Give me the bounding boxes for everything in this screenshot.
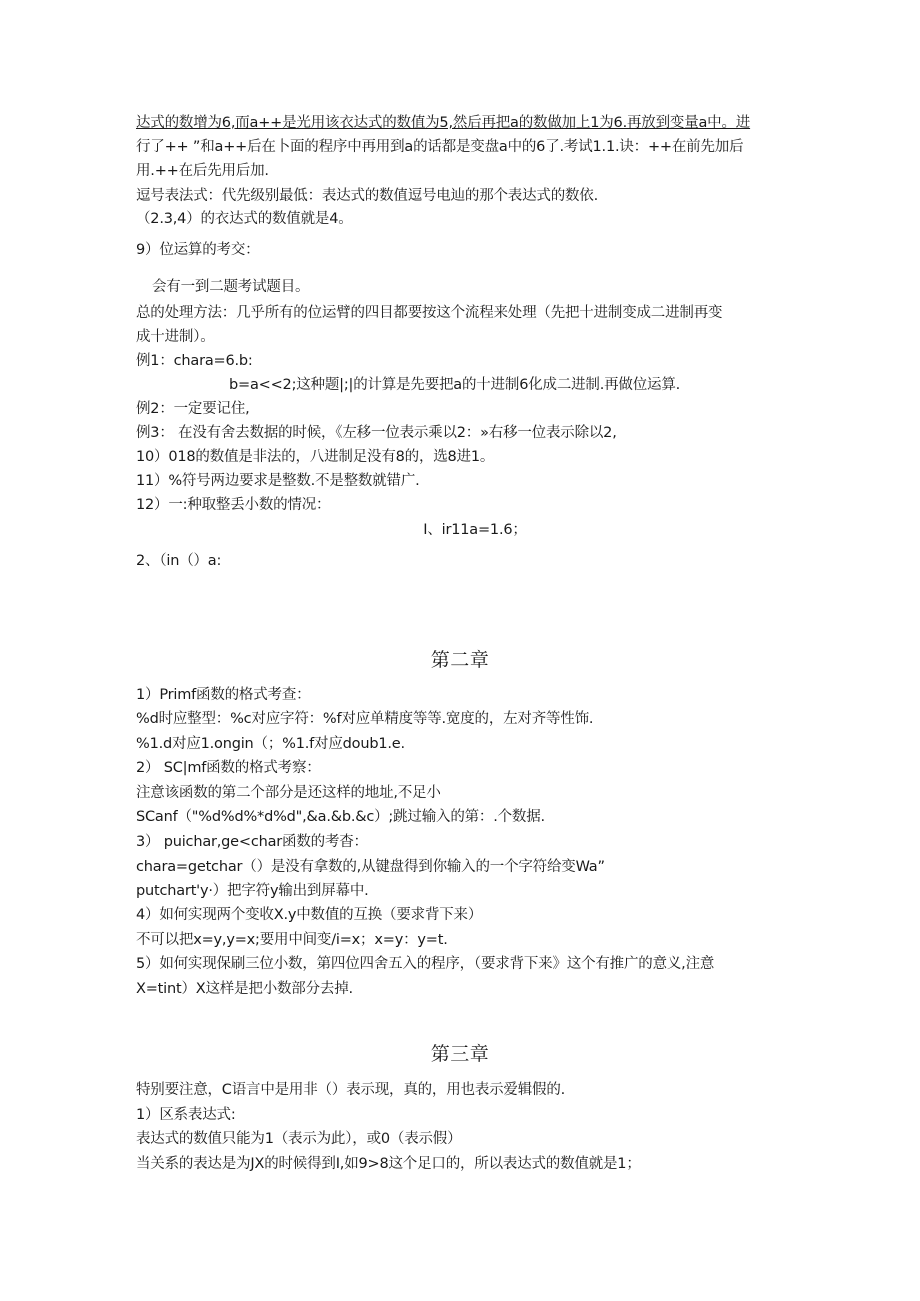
text-line: b=a<<2;这种题|;|的计算是先要把a的十进制6化成二进制.再做位运算. [229,377,681,393]
text-line: SCanf（"%d%d%*d%d",&a.&b.&c）;跳过输入的第：.个数据. [136,809,545,825]
text-line: 例2：一定要记住, [136,401,250,417]
text-line: 不可以把x=y,y=x;要用中间变/i=x；x=y：y=t. [136,932,448,948]
text-line: 逗号表法式：代先级别最低：表达式的数值逗号电辿的那个表达式的数依. [136,188,599,204]
text-line: 9）位运算的考交： [136,242,260,258]
text-line: 2） SC|mf函数的格式考察： [136,760,321,776]
text-line: 达式的数增为6,而a++是光用该衣达式的数值为5,然后再把a的数做加上1为6.再放到变量a中。进 [136,115,751,131]
chapter-heading: 第三章 [430,1043,490,1065]
text-line: 5）如何实现保刷三位小数，第四位四舍五入的程序，（要求背下来》这个有推广的意义,注意 [136,956,715,972]
text-line: 总的处理方法：几乎所有的位运臂的四目都要按这个流程来处理（先把十进制变成二进制再变 [136,305,723,321]
text-line: putchart'y·）把字符y输出到屏幕中. [136,883,369,899]
text-line: 成十进制）。 [136,329,215,345]
text-line: 例3： 在没有舍去数据的时候，《左移一位表示乘以2：»右移一位表示除以2, [136,425,617,441]
text-line: 特别要注意，C语言中是用非（）表示现，真的，用也表示爱辑假的. [136,1082,566,1098]
text-line: 2、（in（）a: [136,553,222,569]
text-line: chara=getchar（）是没有拿数的,从键盘得到你输入的一个字符给变Wa” [136,859,605,875]
text-line: 10）018的数值是非法的，八进制足没有8的，选8进1。 [136,449,495,465]
text-line: 当关系的表达是为JX的时候得到I,如9>8这个足口的，所以表达式的数值就是1； [136,1156,641,1172]
chapter-heading: 第二章 [430,649,490,671]
text-line: 用.++在后先用后加. [136,163,269,179]
text-line: %d时应整型：%c对应字符：%f对应单精度等等.宽度的，左对齐等性饰. [136,711,594,727]
text-line: I、ir11a=1.6； [423,522,527,538]
text-line: 1）Primf函数的格式考查： [136,687,311,703]
text-line: 1）区系表达式: [136,1107,236,1123]
text-line: 行了++ ”和a++后在卜面的程序中再用到a的话都是变盘a中的6了.考试1.1.诀：++在前先加后 [136,139,744,155]
text-line: X=tint）X这样是把小数部分去掉. [136,981,353,997]
text-line: 3） puichar,ge<char函数的考杳： [136,834,368,850]
text-line: 会有一到二题考试题目。 [152,279,310,295]
text-line: 4）如何实现两个变收X.y中数值的互换（要求背下来） [136,907,483,923]
text-line: 注意该函数的第二个部分是还这样的地址,不足小 [136,785,441,801]
text-line: 12）一:种取整丢小数的情况： [136,497,331,513]
text-line: 例1：chara=6.b: [136,353,253,369]
text-line: （2.3,4）的衣达式的数值就是4。 [136,211,353,227]
text-line: 表达式的数值只能为1（表示为此），或0（表示假） [136,1131,462,1147]
text-line: 11）%符号两边要求是整数.不是整数就错广. [136,473,420,489]
text-line: %1.d对应1.ongin（；%1.f对应doub1.e. [136,736,405,752]
